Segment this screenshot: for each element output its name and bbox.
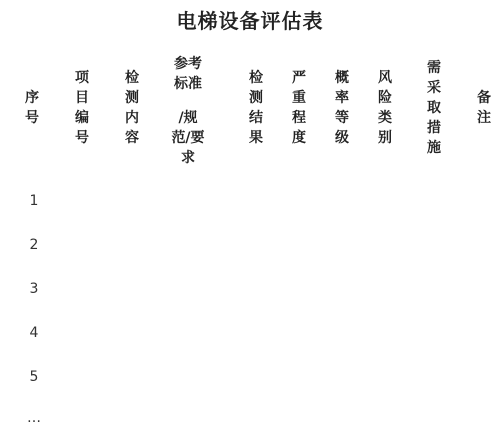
row-number: 1: [29, 193, 39, 209]
column-header-risk-type: 风险类别: [378, 70, 392, 146]
row-ellipsis: …: [27, 410, 41, 426]
row-number: 5: [29, 369, 39, 385]
column-header-measures: 需采取措施: [427, 60, 441, 156]
column-header-seq: 序号: [25, 90, 39, 126]
column-header-inspect-content: 检测内容: [125, 70, 139, 146]
column-header-result: 检测结果: [249, 70, 263, 146]
column-header-remarks: 备注: [477, 90, 491, 126]
column-header-severity: 严重程度: [292, 70, 306, 146]
row-number: 4: [29, 325, 39, 341]
page-title: 电梯设备评估表: [176, 9, 324, 33]
row-number: 2: [29, 237, 39, 253]
row-number: 3: [29, 281, 39, 297]
column-header-reference: 参考标准 /规 范/要 求: [171, 56, 205, 166]
column-header-item-no: 项目编号: [75, 70, 89, 146]
table-header: [0, 0, 500, 190]
column-header-probability: 概率等级: [335, 70, 349, 146]
